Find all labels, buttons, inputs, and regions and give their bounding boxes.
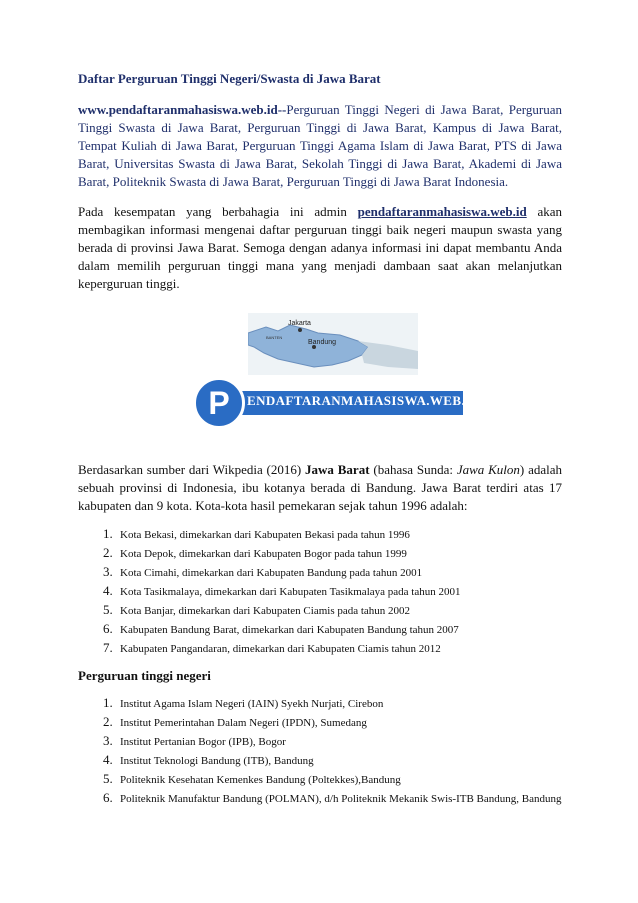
list-item: 1. Kota Bekasi, dimekarkan dari Kabupaten Bekasi pada tahun 1996 — [116, 525, 562, 544]
list-item: 1. Institut Agama Islam Negeri (IAIN) Syekh Nurjati, Cirebon — [116, 694, 562, 713]
map-label-banten: BANTEN — [266, 335, 283, 340]
admin-text-before: Pada kesempatan yang berbahagia ini admin — [78, 204, 358, 219]
negeri-list — [78, 694, 562, 808]
intro-text: Perguruan Tinggi Negeri di Jawa Barat, Perguruan Tinggi Swasta di Jawa Barat, Perguruan Tinggi di Jawa Barat, Kampus di Jawa Barat, Tempat Kuliah di Jawa Barat, Perguruan Tinggi Agama Islam di Jawa Barat, PTS di Jawa Barat, Universitas Swasta di Jawa Barat, Sekolah Tinggi di Jawa Barat, Akademi di Jawa Barat, Politeknik Swasta di Jawa Barat, Perguruan Tinggi di Jawa Barat Indonesia. — [78, 102, 562, 189]
wiki-paragraph — [78, 461, 562, 515]
site-link[interactable]: pendaftaranmahasiswa.web.id — [357, 204, 527, 219]
site-name: www.pendaftaranmahasiswa.web.id-- — [78, 102, 287, 117]
jawa-kulon-italic: Jawa Kulon — [456, 462, 520, 477]
admin-text-after: akan membagikan informasi mengenai daftar perguruan tinggi baik negeri maupun swasta yang berada di provinsi Jawa Barat. Semoga dengan adanya informasi ini dapat membantu Anda dalam memilih perguruan tinggi mana yang menjadi dambaan saat akan melanjutkan keperguruan tinggi. — [78, 204, 562, 291]
map-label-jakarta: Jakarta — [288, 320, 311, 327]
list-item: 2. Institut Pemerintahan Dalam Negeri (IPDN), Sumedang — [116, 713, 562, 732]
site-logo-banner — [193, 377, 481, 435]
wiki-text-2: (bahasa Sunda: — [369, 462, 457, 477]
list-item: 6. Kabupaten Bandung Barat, dimekarkan dari Kabupaten Bandung tahun 2007 — [116, 620, 562, 639]
wiki-text-3: ) adalah sebuah provinsi di Indonesia, ibu kotanya berada di Bandung. Jawa Barat terdiri atas 17 kabupaten dan 9 kota. Kota-kota hasil pemekaran sejak tahun 1996 adalah: — [78, 462, 563, 513]
list-item: 3. Kota Cimahi, dimekarkan dari Kabupaten Bandung pada tahun 2001 — [116, 563, 562, 582]
jawa-barat-bold: Jawa Barat — [305, 462, 370, 477]
kota-list — [78, 525, 562, 658]
admin-paragraph — [78, 203, 562, 293]
logo-letter: P — [208, 385, 230, 421]
list-item: 5. Politeknik Kesehatan Kemenkes Bandung (Poltekkes),Bandung — [116, 770, 562, 789]
figure — [78, 305, 562, 447]
west-java-map — [248, 313, 418, 375]
negeri-heading: Perguruan tinggi negeri — [78, 668, 211, 683]
page-title: Daftar Perguruan Tinggi Negeri/Swasta di Jawa Barat — [78, 71, 381, 86]
document-page — [78, 70, 562, 818]
wiki-text-1: Berdasarkan sumber dari Wikpedia (2016) — [78, 462, 306, 477]
list-item: 6. Politeknik Manufaktur Bandung (POLMAN), d/h Politeknik Mekanik Swis-ITB Bandung, Bandung — [116, 789, 562, 808]
list-item: 4. Institut Teknologi Bandung (ITB), Bandung — [116, 751, 562, 770]
map-label-bandung: Bandung — [308, 339, 337, 346]
intro-paragraph — [78, 101, 562, 191]
list-item: 3. Institut Pertanian Bogor (IPB), Bogor — [116, 732, 562, 751]
logo-text: ENDAFTARANMAHASISWA.WEB.ID — [247, 393, 481, 408]
list-item: 5. Kota Banjar, dimekarkan dari Kabupaten Ciamis pada tahun 2002 — [116, 601, 562, 620]
list-item: 4. Kota Tasikmalaya, dimekarkan dari Kabupaten Tasikmalaya pada tahun 2001 — [116, 582, 562, 601]
list-item: 7. Kabupaten Pangandaran, dimekarkan dari Kabupaten Ciamis tahun 2012 — [116, 639, 562, 658]
list-item: 2. Kota Depok, dimekarkan dari Kabupaten Bogor pada tahun 1999 — [116, 544, 562, 563]
